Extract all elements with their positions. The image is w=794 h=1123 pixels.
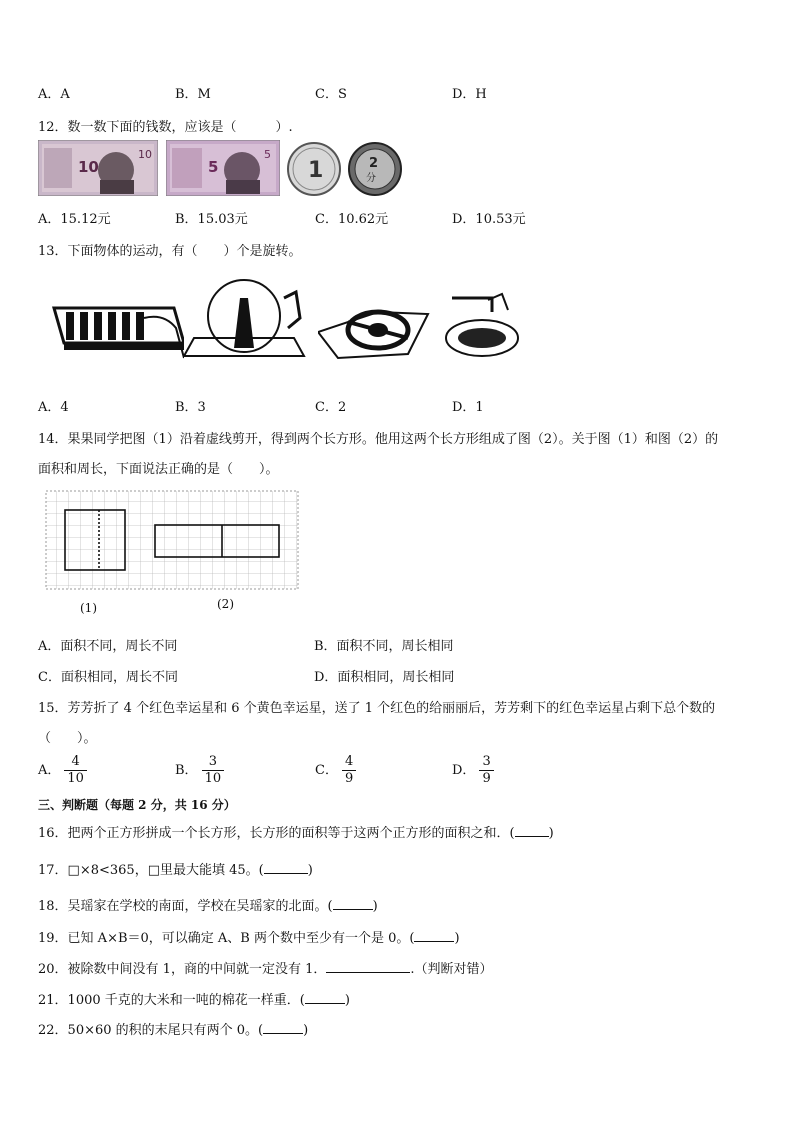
svg-text:10: 10: [138, 148, 152, 161]
q13-option-b[interactable]: B．3: [175, 400, 206, 415]
judgment-16: [38, 822, 554, 841]
q14-grid-figure: [44, 489, 302, 593]
q14-stem-line1: 14．果果同学把图（1）沿着虚线剪开，得到两个长方形。他用这两个长方形组成了图（2）。关于图（1）和图（2）的: [38, 432, 719, 447]
judgment-19-tail: ): [454, 931, 460, 946]
fraction: [202, 754, 225, 787]
section-3-heading: 三、判断题（每题 2 分，共 16 分）: [38, 798, 236, 812]
denominator: 10: [204, 771, 222, 786]
one-jiao-coin-image: [286, 141, 342, 197]
numerator: 3: [479, 754, 493, 771]
answer-blank[interactable]: [305, 993, 345, 1004]
coin-2-label: 2: [369, 156, 379, 171]
judgment-22-tail: ): [303, 1023, 309, 1038]
answer-blank[interactable]: [263, 1023, 303, 1034]
answer-blank[interactable]: [515, 826, 549, 837]
judgment-16-tail: ): [548, 826, 554, 841]
q15-option-a[interactable]: [38, 754, 87, 787]
q12-option-b[interactable]: B．15.03元: [175, 212, 248, 227]
globe-image: [184, 278, 314, 360]
fraction: [479, 754, 493, 787]
numerator: 3: [202, 754, 225, 771]
judgment-18: [38, 895, 378, 914]
q15-option-d-letter: D．: [452, 763, 476, 778]
answer-blank[interactable]: [264, 863, 308, 874]
q11-option-b[interactable]: B．M: [175, 87, 211, 102]
judgment-19-text: 19．已知 A×B＝0，可以确定 A、B 两个数中至少有一个是 0。(: [38, 931, 415, 946]
answer-blank[interactable]: [333, 899, 373, 910]
fraction: [342, 754, 356, 787]
figure-1-label: (1): [80, 601, 97, 615]
judgment-18-text: 18．吴瑶家在学校的南面，学校在吴瑶家的北面。(: [38, 899, 333, 914]
judgment-20-text: 20．被除数中间没有 1，商的中间就一定没有 1．: [38, 962, 327, 977]
answer-blank[interactable]: [326, 962, 410, 973]
note-5-label: 5: [208, 158, 219, 176]
steering-wheel-image: [318, 292, 432, 362]
denominator: 9: [344, 771, 354, 786]
denominator: 10: [67, 771, 84, 786]
q15-option-a-letter: A．: [38, 763, 61, 778]
q11-option-d[interactable]: D．H: [452, 87, 487, 102]
q12-option-a[interactable]: A．15.12元: [38, 212, 111, 227]
q13-option-d[interactable]: D．1: [452, 400, 484, 415]
q14-stem-line2: 面积和周长，下面说法正确的是（ ）。: [38, 462, 279, 477]
judgment-20: [38, 958, 493, 977]
judgment-19: [38, 927, 460, 946]
fraction: [64, 754, 87, 787]
judgment-20-tail: .（判断对错）: [410, 962, 493, 977]
five-yuan-note-image: [166, 140, 280, 196]
faucet-image: [442, 290, 524, 362]
q15-option-b[interactable]: [175, 754, 224, 787]
judgment-22: [38, 1019, 308, 1038]
judgment-16-text: 16．把两个正方形拼成一个长方形，长方形的面积等于这两个正方形的面积之和．(: [38, 826, 515, 841]
judgment-22-text: 22．50×60 的积的末尾只有两个 0。(: [38, 1023, 264, 1038]
q15-stem-line1: 15．芳芳折了 4 个红色幸运星和 6 个黄色幸运星，送了 1 个红色的给丽丽后，芳芳剩下的红色幸运星占剩下总个数的: [38, 701, 716, 716]
q14-option-d[interactable]: D．面积相同，周长相同: [314, 670, 455, 685]
q12-stem: 12．数一数下面的钱数，应该是（ ）.: [38, 120, 293, 135]
q15-option-d[interactable]: [452, 754, 494, 787]
judgment-21-tail: ): [344, 993, 350, 1008]
q13-stem: 13．下面物体的运动，有（ ）个是旋转。: [38, 244, 302, 259]
q11-option-c[interactable]: C．S: [315, 87, 347, 102]
q15-option-b-letter: B．: [175, 763, 198, 778]
judgment-21: [38, 989, 350, 1008]
judgment-17-text: 17．□×8<365，□里最大能填 45。(: [38, 863, 264, 878]
svg-text:分: 分: [366, 173, 376, 184]
q15-option-c-letter: C．: [315, 763, 338, 778]
q14-option-c[interactable]: C．面积相同，周长不同: [38, 670, 178, 685]
judgment-17: [38, 859, 313, 878]
two-fen-coin-image: [347, 141, 403, 197]
abacus-image: [44, 288, 184, 360]
q14-option-a[interactable]: A．面积不同，周长不同: [38, 639, 178, 654]
q13-option-c[interactable]: C．2: [315, 400, 347, 415]
q14-option-b[interactable]: B．面积不同，周长相同: [314, 639, 454, 654]
numerator: 4: [342, 754, 356, 771]
judgment-21-text: 21．1000 千克的大米和一吨的棉花一样重．(: [38, 993, 305, 1008]
answer-blank[interactable]: [414, 931, 454, 942]
q15-stem-line2: （ ）。: [38, 731, 97, 746]
ten-yuan-note-image: [38, 140, 158, 196]
figure-2-label: (2): [217, 597, 234, 611]
q12-option-c[interactable]: C．10.62元: [315, 212, 389, 227]
q13-option-a[interactable]: A．4: [38, 400, 69, 415]
judgment-18-tail: ): [372, 899, 378, 914]
numerator: 4: [64, 754, 87, 771]
q11-option-a[interactable]: A．A: [38, 87, 70, 102]
svg-text:5: 5: [264, 148, 271, 161]
coin-1-label: 1: [308, 158, 324, 183]
judgment-17-tail: ): [307, 863, 313, 878]
note-10-label: 10: [78, 158, 99, 176]
q15-option-c[interactable]: [315, 754, 356, 787]
denominator: 9: [482, 771, 491, 786]
q12-option-d[interactable]: D．10.53元: [452, 212, 526, 227]
